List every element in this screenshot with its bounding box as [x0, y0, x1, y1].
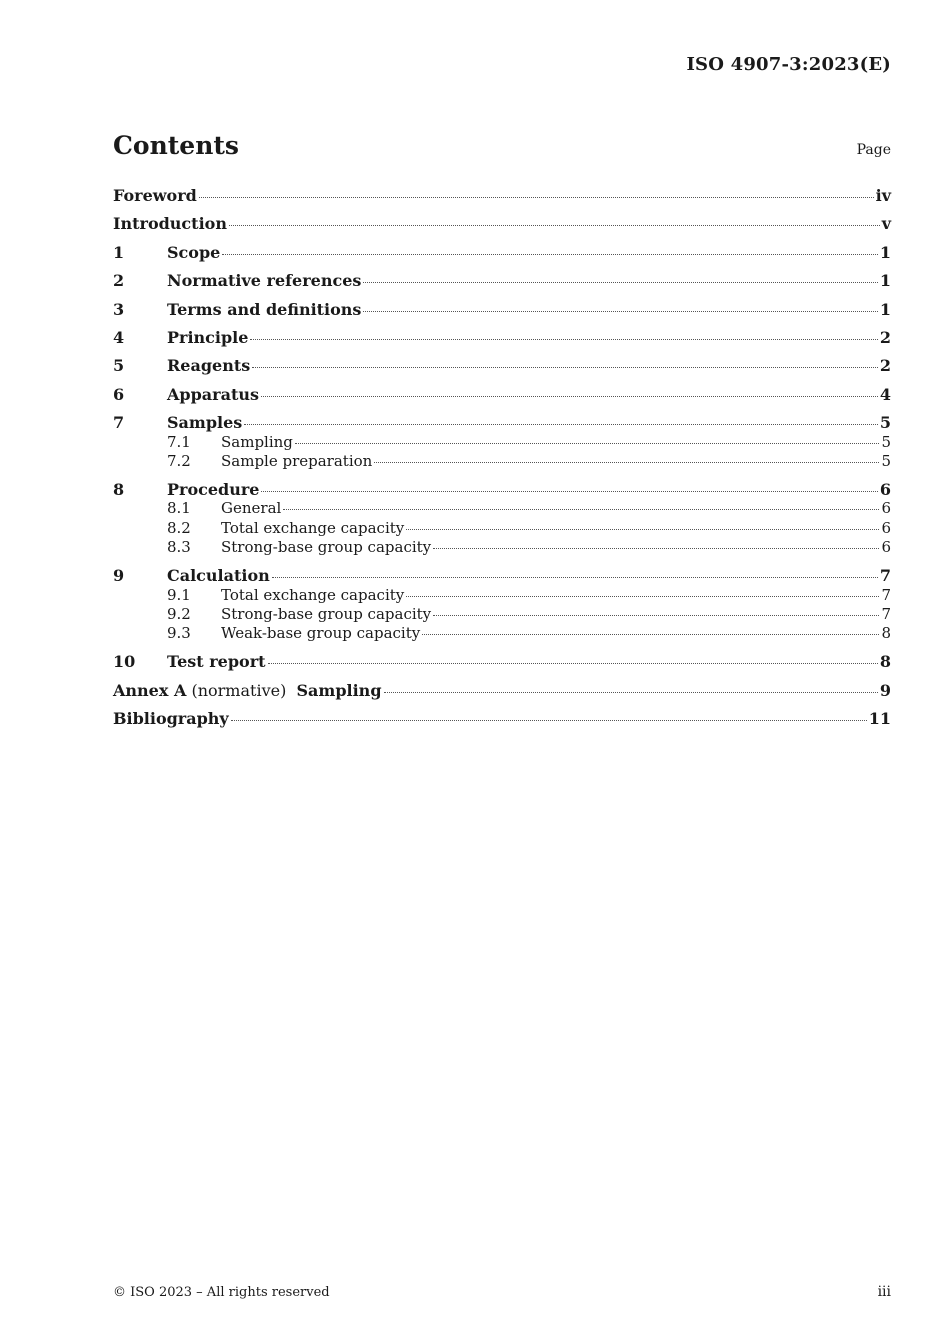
dot-leader — [229, 225, 880, 226]
toc-entry-page: 2 — [879, 328, 891, 347]
dot-leader — [363, 311, 877, 312]
toc-entry-page: 11 — [868, 709, 891, 728]
dot-leader — [261, 396, 878, 397]
toc-entry-page: 8 — [879, 652, 891, 671]
toc-entry-label: Scope — [167, 243, 221, 262]
toc-entry-page: 4 — [879, 385, 891, 404]
dot-leader — [295, 443, 880, 444]
toc-entry-label: General — [221, 499, 282, 517]
toc-title: Contents — [113, 131, 240, 160]
toc-entry[interactable] — [113, 356, 891, 376]
toc-entry-page: 2 — [879, 356, 891, 375]
toc-entry-label: Foreword — [113, 186, 197, 205]
toc-entry-label: Bibliography — [113, 709, 229, 728]
toc-entry[interactable] — [113, 186, 891, 206]
toc-entry-page: 6 — [881, 499, 891, 517]
toc-entry-label: Sample preparation — [221, 452, 373, 470]
toc-entry[interactable] — [113, 480, 891, 500]
toc-entry-label: Total exchange capacity — [221, 519, 405, 537]
toc-subentry[interactable] — [113, 519, 891, 537]
toc-entry-number: 9.3 — [167, 624, 191, 642]
toc-subentry[interactable] — [113, 605, 891, 623]
annex-title: Sampling — [296, 681, 382, 700]
toc-entry-label: Calculation — [167, 566, 270, 585]
toc-entry-label: Introduction — [113, 214, 227, 233]
toc-entry-number: 7.2 — [167, 452, 191, 470]
dot-leader — [268, 663, 878, 664]
toc-entry-page: 6 — [879, 480, 891, 499]
toc-entry-number: 6 — [113, 385, 125, 404]
toc-entry-number: 5 — [113, 356, 125, 375]
toc-subentry[interactable] — [113, 538, 891, 556]
toc-entry-number: 9 — [113, 566, 125, 585]
dot-leader — [374, 462, 879, 463]
dot-leader — [363, 282, 877, 283]
dot-leader — [231, 720, 867, 721]
document-id: ISO 4907-3:2023(E) — [686, 54, 891, 75]
toc-entry-number: 7.1 — [167, 433, 191, 451]
toc-entry-label: Apparatus — [167, 385, 259, 404]
footer-copyright: © ISO 2023 – All rights reserved — [113, 1285, 330, 1300]
toc-entry-number: 8.2 — [167, 519, 191, 537]
dot-leader — [199, 197, 874, 198]
toc-entry[interactable] — [113, 300, 891, 320]
toc-subentry[interactable] — [113, 624, 891, 642]
dot-leader — [384, 692, 878, 693]
toc-entry-number: 7 — [113, 413, 125, 432]
toc-entry-label: Sampling — [221, 433, 293, 451]
dot-leader — [283, 509, 879, 510]
toc-entry-number: 9.2 — [167, 605, 191, 623]
toc-entry-number: 8.3 — [167, 538, 191, 556]
toc-entry-number: 3 — [113, 300, 125, 319]
toc-entry-label: Test report — [167, 652, 266, 671]
dot-leader — [222, 254, 878, 255]
toc-entry-number: 9.1 — [167, 586, 191, 604]
toc-entry-label: Reagents — [167, 356, 251, 375]
dot-leader — [250, 339, 877, 340]
dot-leader — [422, 634, 879, 635]
dot-leader — [406, 596, 879, 597]
page-column-label: Page — [856, 142, 891, 158]
dot-leader — [244, 424, 878, 425]
toc-entry[interactable] — [113, 328, 891, 348]
toc-entry-page: 1 — [879, 243, 891, 262]
dot-leader — [433, 615, 879, 616]
toc-entry-number: 8 — [113, 480, 125, 499]
toc-entry-label: Strong-base group capacity — [221, 538, 432, 556]
dot-leader — [433, 548, 879, 549]
toc-entry-label: Weak-base group capacity — [221, 624, 421, 642]
toc-entry-number: 8.1 — [167, 499, 191, 517]
toc-entry-number: 4 — [113, 328, 125, 347]
toc-subentry[interactable] — [113, 452, 891, 470]
toc-entry-page: 8 — [881, 624, 891, 642]
toc-entry-label: Strong-base group capacity — [221, 605, 432, 623]
toc-entry[interactable] — [113, 566, 891, 586]
toc-entry-page: 6 — [881, 538, 891, 556]
toc-entry-label — [113, 681, 382, 701]
dot-leader — [406, 529, 879, 530]
dot-leader — [272, 577, 878, 578]
dot-leader — [252, 367, 878, 368]
toc-entry-label: Principle — [167, 328, 249, 347]
toc-entry-page: v — [881, 214, 891, 233]
toc-entry-page: 7 — [881, 605, 891, 623]
toc-entry-page: 5 — [881, 452, 891, 470]
toc-entry-page: 6 — [881, 519, 891, 537]
toc-subentry[interactable] — [113, 499, 891, 517]
toc-entry[interactable] — [113, 271, 891, 291]
toc-entry-number: 10 — [113, 652, 136, 671]
toc-entry[interactable] — [113, 681, 891, 701]
toc-entry-label: Total exchange capacity — [221, 586, 405, 604]
toc-subentry[interactable] — [113, 586, 891, 604]
annex-designation: Annex A — [113, 681, 187, 700]
toc-entry-label: Procedure — [167, 480, 260, 499]
annex-type: (normative) — [186, 681, 297, 700]
toc-entry-page: 7 — [881, 586, 891, 604]
toc-entry-page: iv — [875, 186, 891, 205]
toc-entry-page: 7 — [879, 566, 891, 585]
toc-entry[interactable] — [113, 652, 891, 672]
toc-entry-label: Terms and definitions — [167, 300, 362, 319]
toc-entry-label: Normative references — [167, 271, 362, 290]
toc-entry[interactable] — [113, 385, 891, 405]
toc-entry-page: 1 — [879, 271, 891, 290]
toc-entry[interactable] — [113, 413, 891, 433]
toc-entry-label: Samples — [167, 413, 243, 432]
toc-entry-page: 1 — [879, 300, 891, 319]
toc-entry-page: 5 — [881, 433, 891, 451]
toc-entry[interactable] — [113, 214, 891, 234]
toc-entry-number: 2 — [113, 271, 125, 290]
toc-entry[interactable] — [113, 243, 891, 263]
toc-entry[interactable] — [113, 709, 891, 729]
toc-subentry[interactable] — [113, 433, 891, 451]
toc-entry-number: 1 — [113, 243, 125, 262]
toc-entry-page: 5 — [879, 413, 891, 432]
footer-page-number: iii — [877, 1284, 891, 1300]
toc-entry-page: 9 — [879, 681, 891, 700]
dot-leader — [261, 491, 877, 492]
